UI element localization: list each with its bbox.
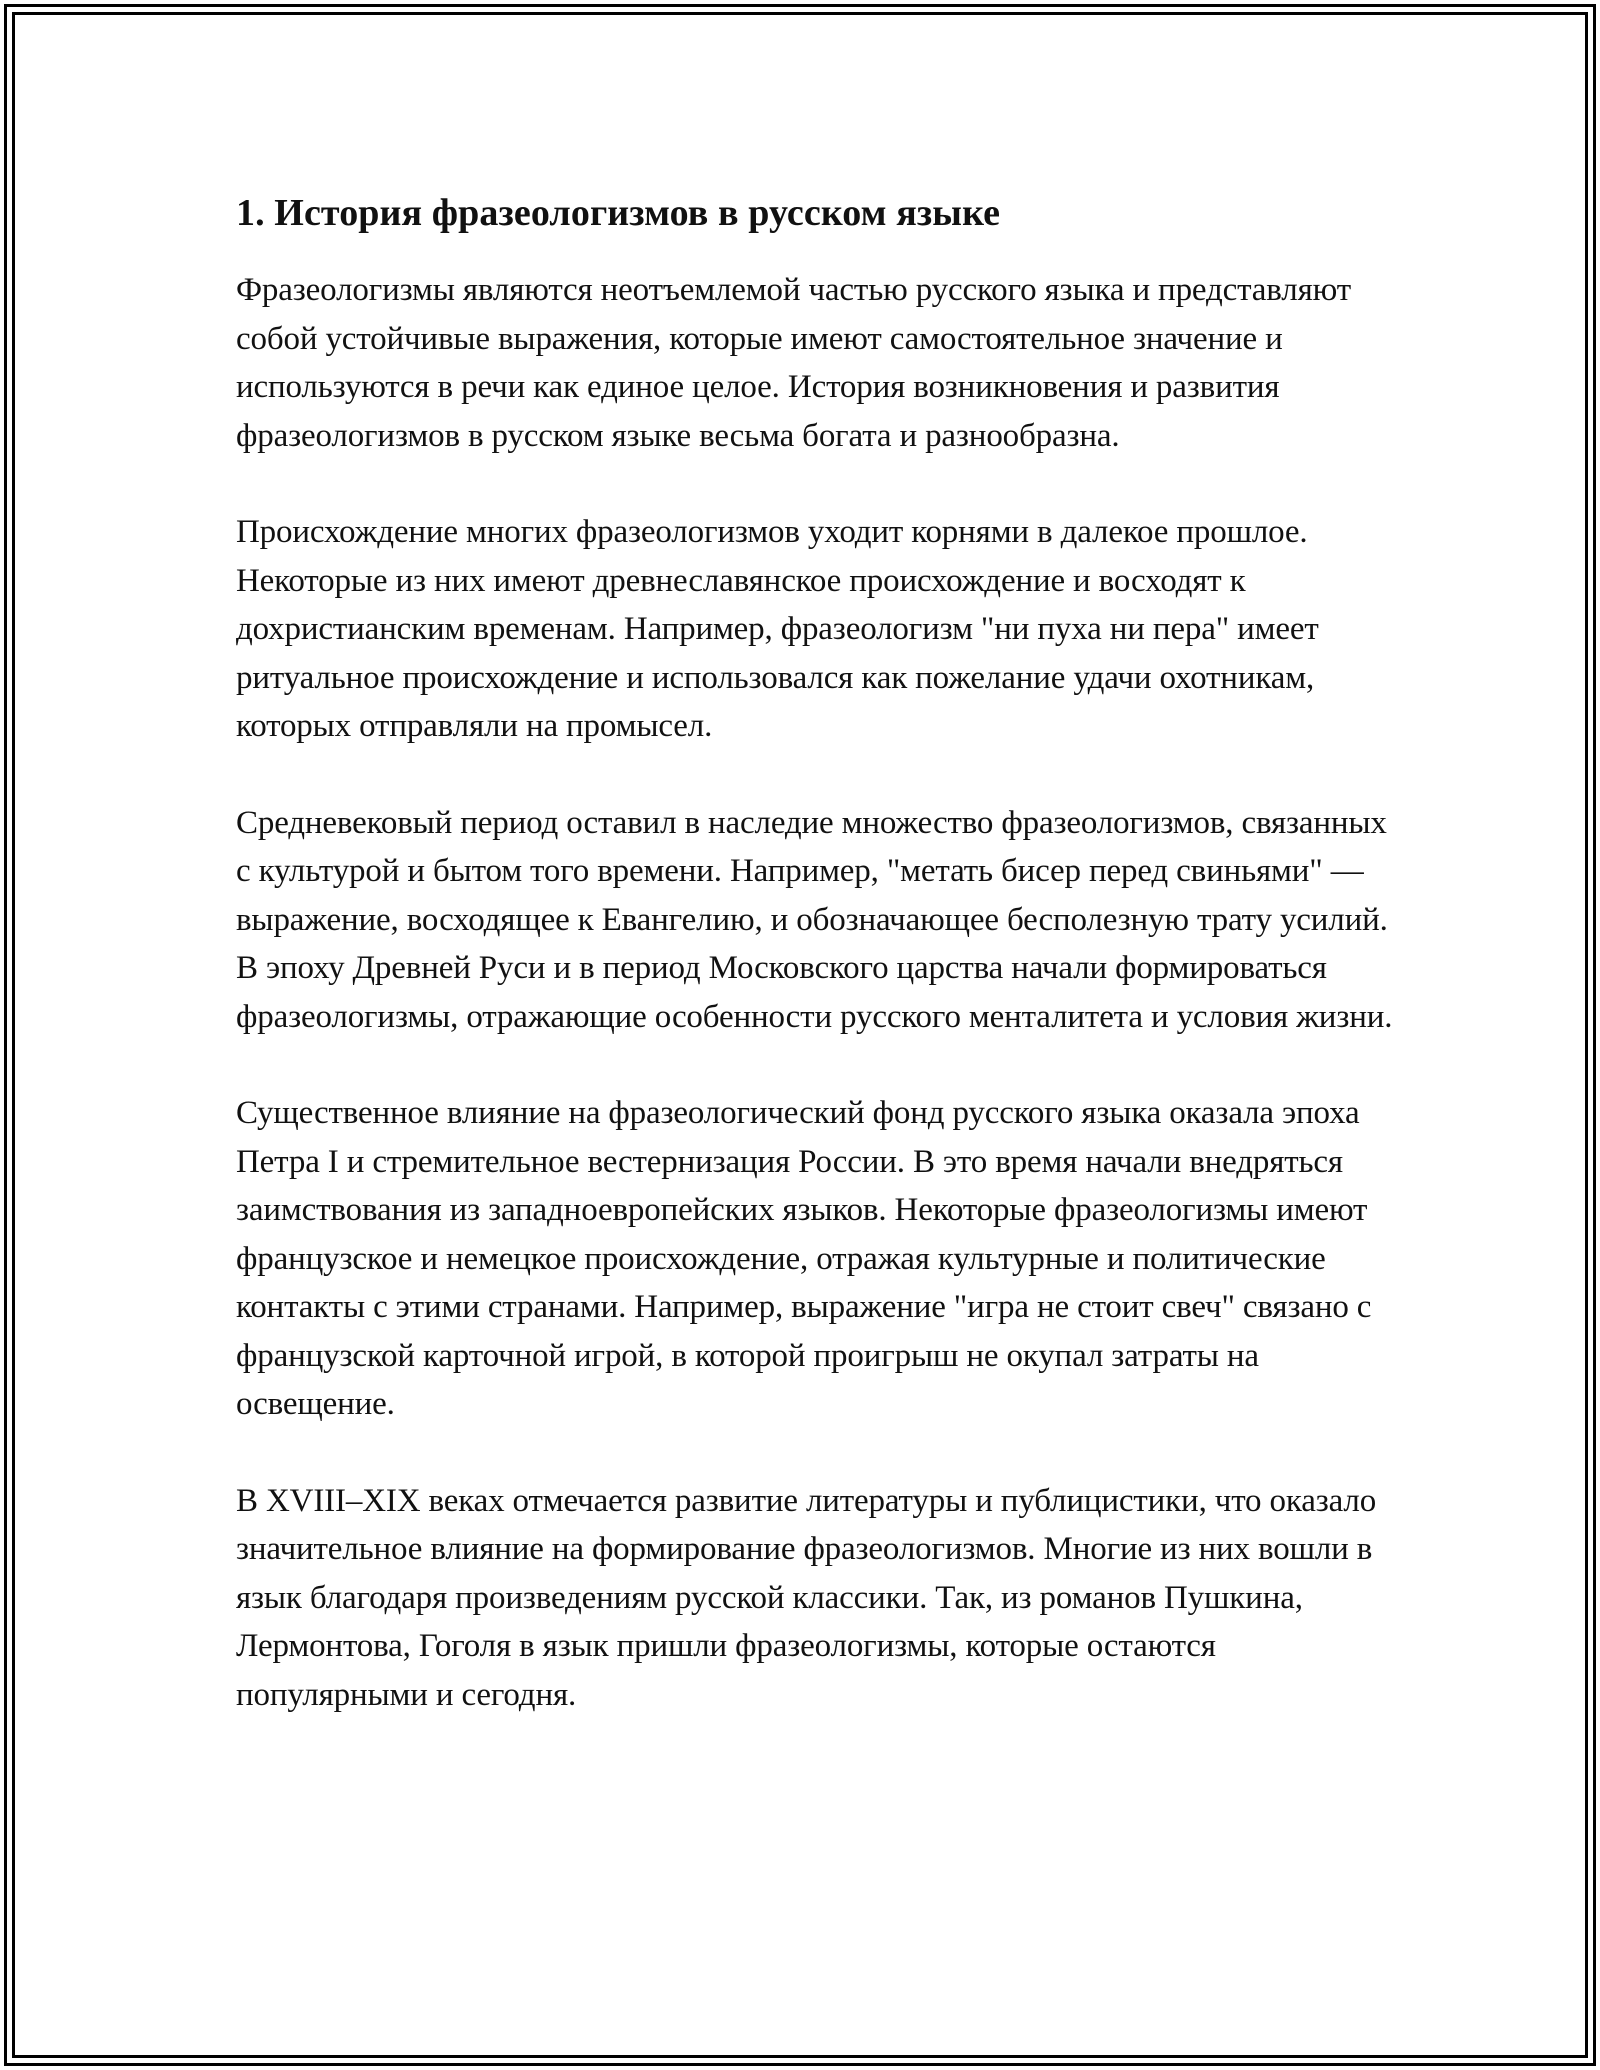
paragraph-peter-era: Существенное влияние на фразеологический фонд русского языка оказала эпоха Петра I и стремительное вестернизация России. В это время начали внедряться заимствования из западноевропейских языков. Некоторые фразеологизмы имеют французское и немецкое происхождение, отражая культурные и политические контакты с этими странами. Например, выражение "игра не стоит свеч" связано с французской карточной игрой, в которой проигрыш не окупал затраты на освещение. (236, 1095, 1372, 1422)
paragraph-medieval: Средневековый период оставил в наследие множество фразеологизмов, связанных с культурой и бытом того времени. Например, "метать бисер перед свиньями" — выражение, восходящее к Евангелию, и обозначающее бесполезную трату усилий. В эпоху Древней Руси и в период Московского царства начали формироваться фразеологизмы, отражающие особенности русского менталитета и условия жизни. (236, 804, 1393, 1035)
paragraph-origins: Происхождение многих фразеологизмов уходит корнями в далекое прошлое. Некоторые из них имеют древнеславянское происхождение и восходят к дохристианским временам. Например, фразеологизм "ни пуха ни пера" имеет ритуальное происхождение и использовался как пожелание удачи охотникам, которых отправляли на промысел. (236, 514, 1319, 744)
paragraph-intro: Фразеологизмы являются неотъемлемой частью русского языка и представляют собой устойчивые выражения, которые имеют самостоятельное значение и используются в речи как единое целое. История возникновения и развития фразеологизмов в русском языке весьма богата и разнообразна. (236, 272, 1351, 454)
section-title: 1. История фразеологизмов в русском языке (236, 192, 1001, 234)
document-body (236, 186, 1396, 1767)
paragraph-literature: В XVIII–XIX веках отмечается развитие литературы и публицистики, что оказало значительное влияние на формирование фразеологизмов. Многие из них вошли в язык благодаря произведениям русской классики. Так, из романов Пушкина, Лермонтова, Гоголя в язык пришли фразеологизмы, которые остаются популярными и сегодня. (236, 1482, 1377, 1713)
